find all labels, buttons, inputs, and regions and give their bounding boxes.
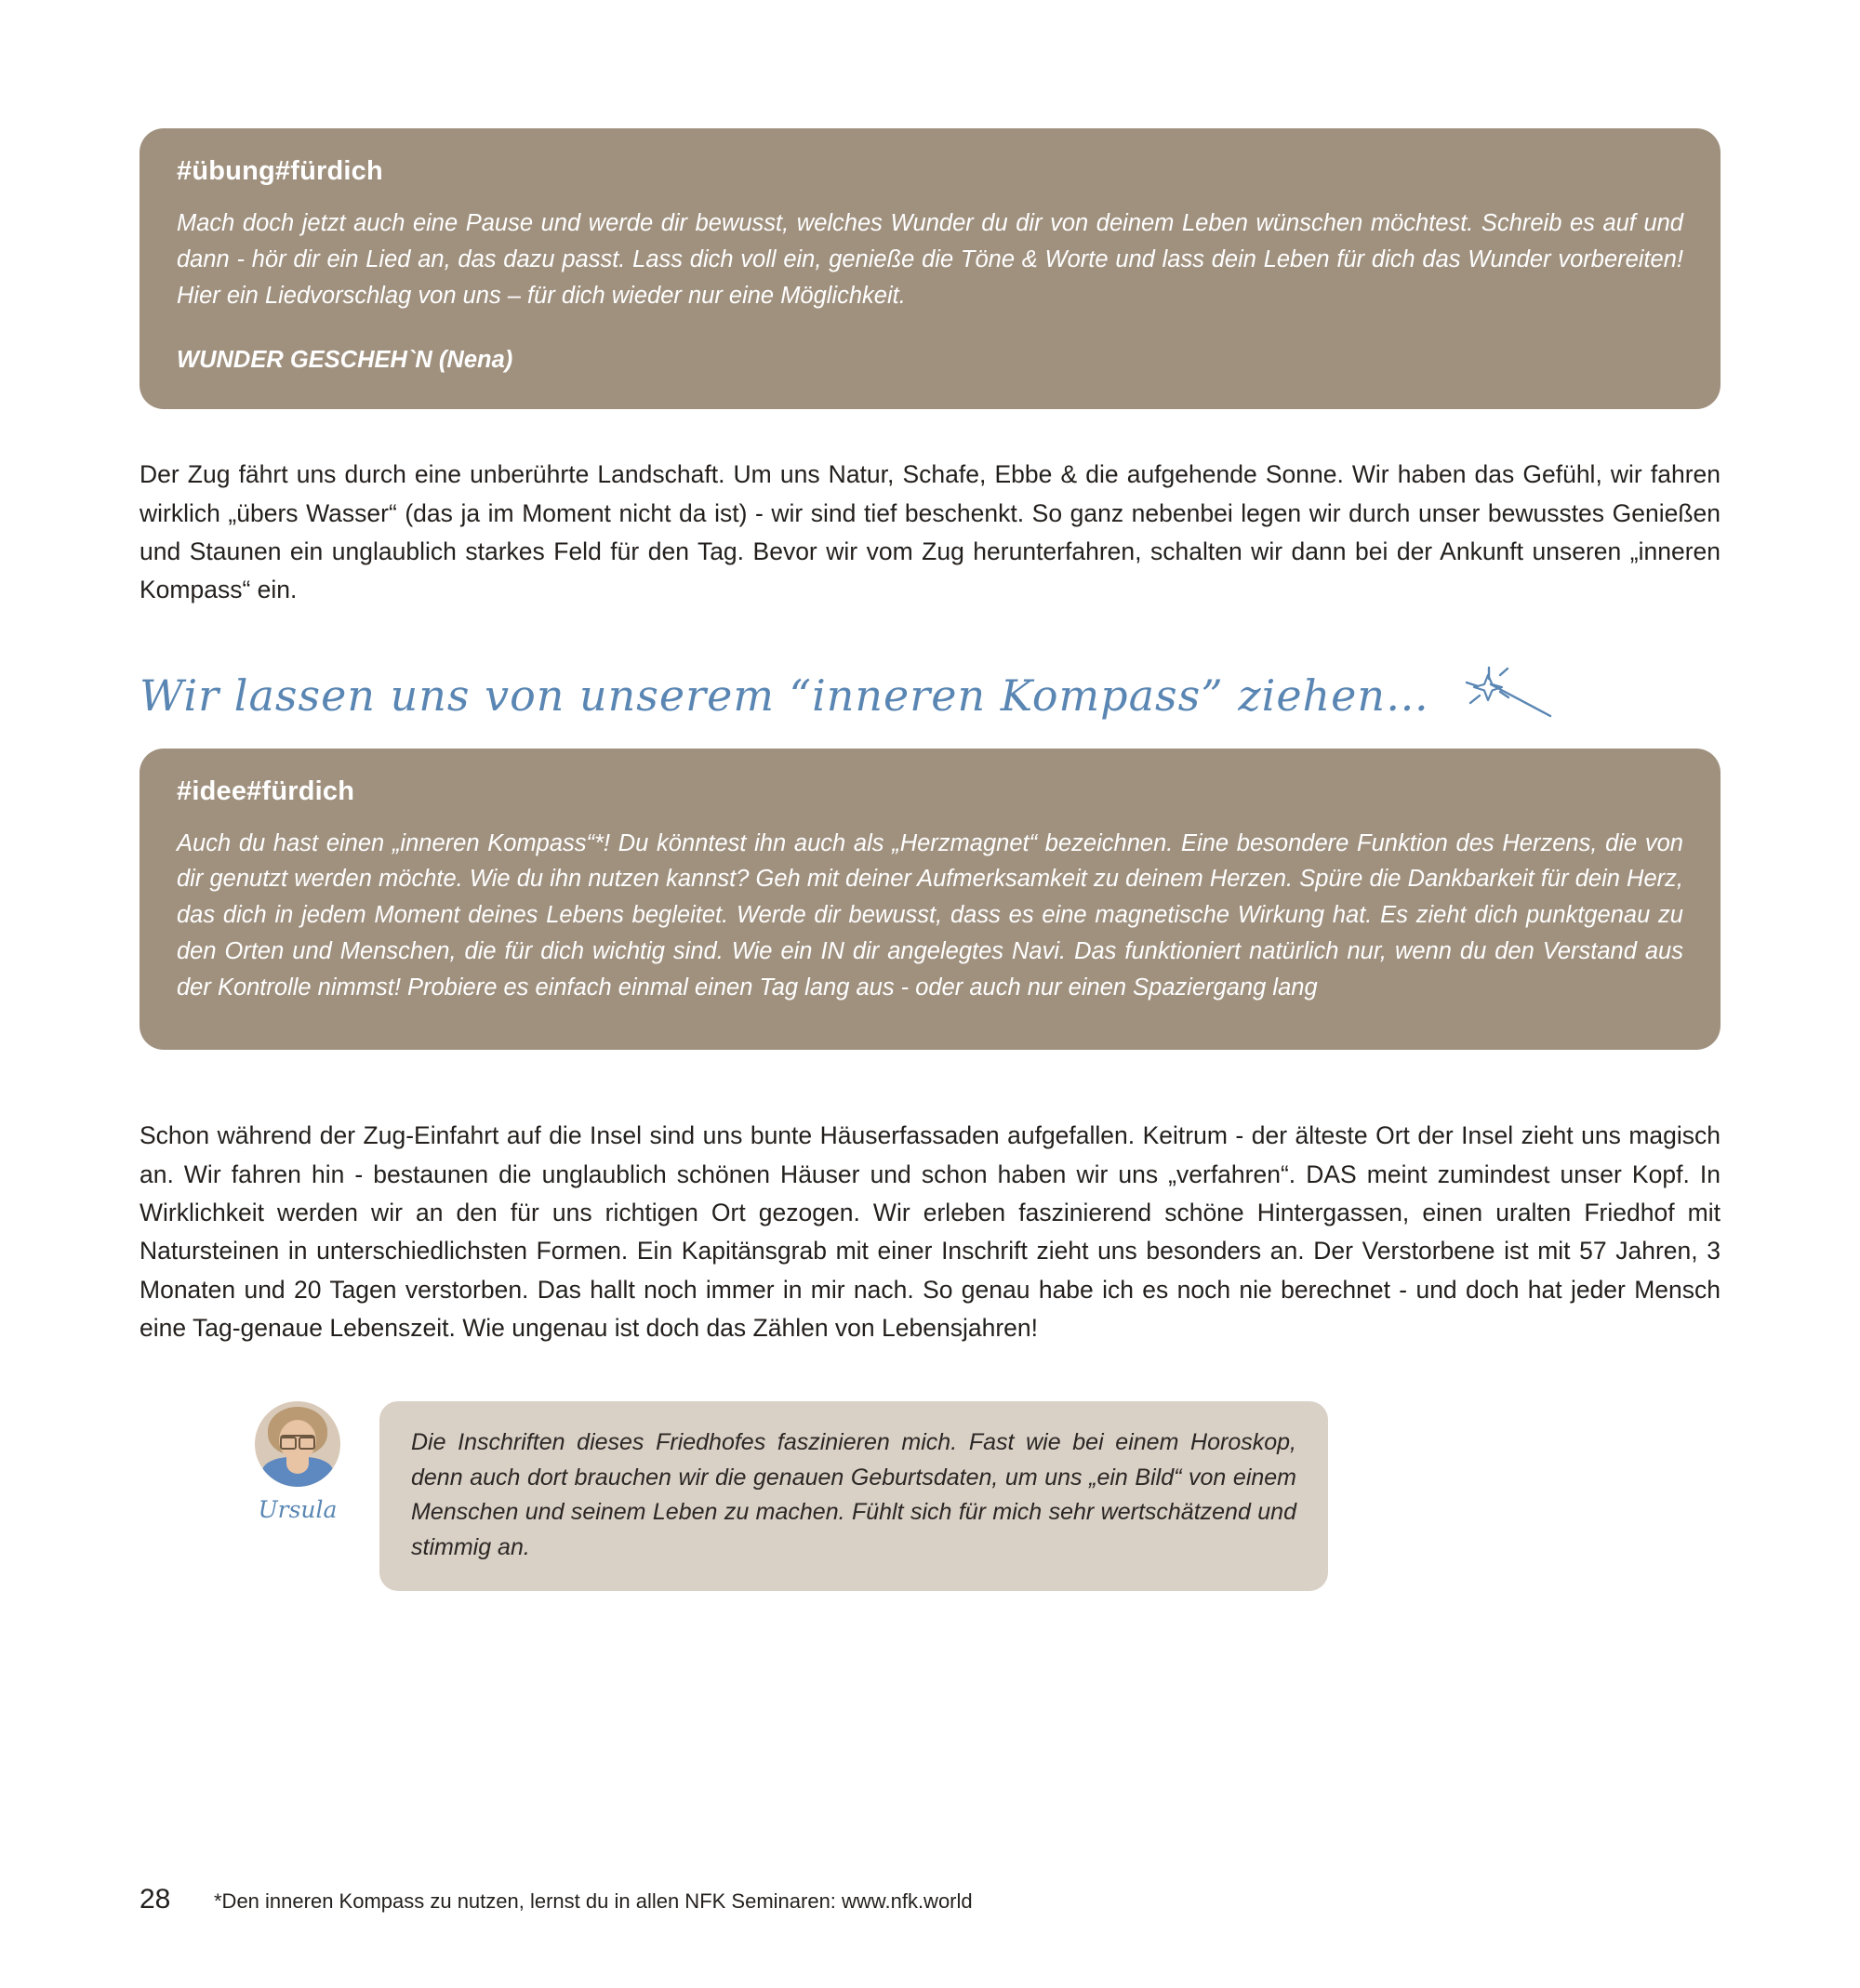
callout-uebung-body	[177, 205, 1683, 313]
callout-uebung-song: WUNDER GESCHEH`N (Nena)	[177, 347, 513, 374]
callout-idee-body-text: Auch du hast einen „inneren Kompass“*! Du könntest ihn auch als „Herzmagnet“ bezeichnen. Eine besondere Funktion des Herzens, die von dir genutzt werden möchte. Wie du ihn nutzen kannst? Geh mit deiner Aufmerksamkeit zu deinem Herzen. Spüre die Dankbarkeit für dein Herz, das dich in jedem Moment deines Lebens begleitet. Werde dir bewusst, dass es eine magnetische Wirkung hat. Es zieht dich punktgenau zu den Orten und Menschen, die für dich wichtig sind. Wie ein IN dir angelegtes Navi. Das funktioniert natürlich nur, wenn du den Verstand aus der Kontrolle nimmst! Probiere es einfach einmal einen Tag lang aus - oder auch nur einen Spaziergang lang	[177, 829, 1683, 1001]
glasses-icon	[280, 1435, 315, 1447]
script-heading-text: Wir lassen uns von unserem “inneren Kompass” ziehen…	[140, 670, 1430, 722]
paragraph-keitrum: Schon während der Zug-Einfahrt auf die Insel sind uns bunte Häuserfassaden aufgefallen. Keitrum - der älteste Ort der Insel zieht uns magisch an. Wir fahren hin - bestaunen die unglaublich schönen Häuser und schon haben wir uns „verfahren“. DAS meint zumindest unser Kopf. In Wirklichkeit werden wir an den für uns richtigen Ort gezogen. Wir erleben faszinierend schöne Hintergassen, einen uralten Friedhof mit Natursteinen in unterschiedlichsten Formen. Ein Kapitänsgrab mit einer Inschrift zieht uns besonders an. Der Verstorbene ist mit 57 Jahren, 3 Monaten und 20 Tagen verstorben. Das hallt noch immer in mir nach. So genau habe ich es noch nie berechnet - und doch hat jeder Mensch eine Tag-genaue Lebenszeit. Wie ungenau ist doch das Zählen von Lebensjahren!	[140, 1121, 1720, 1342]
callout-idee-body	[177, 826, 1683, 1006]
quote-block	[140, 1401, 1720, 1591]
callout-uebung-title: #übung#fürdich	[177, 156, 383, 186]
avatar-name: Ursula	[258, 1496, 338, 1524]
magic-wand-icon	[1457, 664, 1560, 728]
callout-idee-title: #idee#fürdich	[177, 775, 355, 806]
quote-text: Die Inschriften dieses Friedhofes faszinieren mich. Fast wie bei einem Horoskop, denn auch dort brauchen wir die genauen Geburtsdaten, um uns „ein Bild“ von einem Menschen und seinem Leben zu machen. Fühlt sich für mich sehr wertschätzend und stimmig an.	[411, 1429, 1296, 1560]
page-number: 28	[140, 1884, 171, 1915]
footnote: *Den inneren Kompass zu nutzen, lernst du in allen NFK Seminaren: www.nfk.world	[214, 1889, 973, 1913]
callout-uebung	[140, 128, 1720, 409]
callout-idee	[140, 749, 1720, 1051]
quote-author	[242, 1401, 353, 1523]
paragraph-zug: Der Zug fährt uns durch eine unberührte Landschaft. Um uns Natur, Schafe, Ebbe & die aufgehende Sonne. Wir haben das Gefühl, wir fahren wirklich „übers Wasser“ (das ja im Moment nicht da ist) - wir sind tief beschenkt. So ganz nebenbei legen wir durch unser bewusstes Genießen und Staunen ein unglaublich starkes Feld für den Tag. Bevor wir vom Zug herunterfahren, schalten wir dann bei der Ankunft unseren „inneren Kompass“ ein.	[140, 460, 1720, 604]
quote-bubble	[379, 1401, 1328, 1591]
page-footer	[140, 1884, 1720, 1915]
script-heading	[140, 664, 1720, 728]
callout-uebung-body-text: Mach doch jetzt auch eine Pause und werde dir bewusst, welches Wunder du dir von deinem Leben wünschen möchtest. Schreib es auf und dann - hör dir ein Lied an, das dazu passt. Lass dich voll ein, genieße die Töne & Worte und lass dein Leben für dich das Wunder vorbereiten! Hier ein Liedvorschlag von uns – für dich wieder nur eine Möglichkeit.	[177, 210, 1683, 309]
avatar	[255, 1401, 340, 1487]
document-page	[0, 128, 1860, 1988]
